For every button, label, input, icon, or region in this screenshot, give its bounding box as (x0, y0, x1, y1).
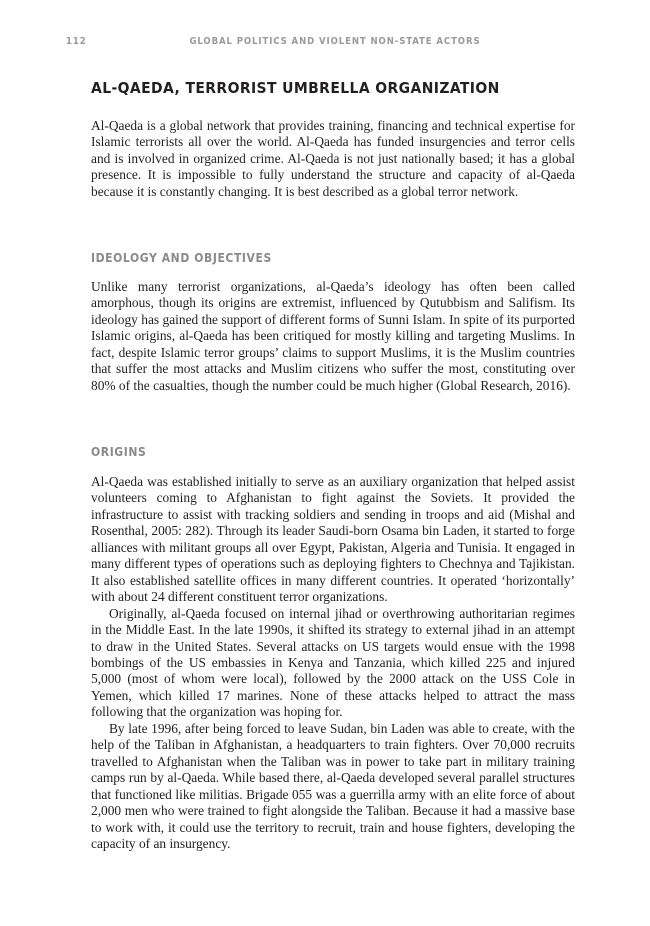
origins-paragraph-1: Al-Qaeda was established initially to serve as an auxiliary organization that helped assist volunteers coming to Afghanistan to fight against the Soviets. It provided the infrastructure to assist with tracking soldiers and sending in troops and aid (Mishal and Rosenthal, 2005: 282). Through its leader Saudi-born Osama bin Laden, it started to forge alliances with militant groups all over Egypt, Pakistan, Algeria and Tunisia. It engaged in many different types of operations such as deploying fighters to Chechnya and Tajikistan. It also established satellite offices in many different countries. It operated ‘horizontally’ with about 24 different constituent terror organizations. (91, 474, 575, 605)
page-number: 112 (66, 36, 87, 47)
running-header (0, 36, 650, 50)
intro-block (91, 118, 575, 200)
ideology-block (91, 279, 575, 394)
running-title: GLOBAL POLITICS AND VIOLENT NON-STATE ACTORS (189, 36, 481, 47)
origins-heading: ORIGINS (91, 445, 147, 459)
origins-paragraph-2: Originally, al-Qaeda focused on internal jihad or overthrowing authoritarian regimes in the Middle East. In the late 1990s, it shifted its strategy to external jihad in an attempt to draw in the United States. Several attacks on US targets would ensue with the 1998 bombings of the US embassies in Kenya and Tanzania, which killed 225 and injured 5,000 (most of whom were local), followed by the 2000 attack on the USS Cole in Yemen, which killed 17 marines. None of these attacks helped to attract the mass following that the organization was hoping for. (91, 605, 575, 720)
origins-block (91, 474, 575, 852)
ideology-paragraph: Unlike many terrorist organizations, al-Qaeda’s ideology has often been called amorphous, though its origins are extremist, influenced by Qutubbism and Salifism. Its ideology has gained the support of different forms of Sunni Islam. In spite of its purported Islamic origins, al-Qaeda has been critiqued for mostly killing and targeting Muslims. In fact, despite Islamic terror groups’ claims to support Muslims, it is the Muslim countries that suffer the most attacks and Muslim citizens who suffer the most, constituting over 80% of the casualties, though the number could be much higher (Global Research, 2016). (91, 279, 575, 393)
section-title: AL-QAEDA, TERRORIST UMBRELLA ORGANIZATION (91, 79, 500, 97)
ideology-heading: IDEOLOGY AND OBJECTIVES (91, 251, 272, 265)
origins-paragraph-3: By late 1996, after being forced to leave Sudan, bin Laden was able to create, with the help of the Taliban in Afghanistan, a headquarters to train fighters. Over 70,000 recruits travelled to Afghanistan when the Taliban was in power to take part in military training camps run by al-Qaeda. While based there, al-Qaeda developed several parallel structures that functioned like militias. Brigade 055 was a guerrilla army with an elite force of about 2,000 men who were trained to fight alongside the Taliban. Because it had a massive base to work with, it could use the territory to recruit, train and house fighters, developing the capacity of an insurgency. (91, 720, 575, 851)
intro-paragraph: Al-Qaeda is a global network that provides training, financing and technical expertise for Islamic terrorists all over the world. Al-Qaeda has funded insurgencies and terror cells and is involved in organized crime. Al-Qaeda is not just nationally based; it has a global presence. It is impossible to fully understand the structure and capacity of al-Qaeda because it is constantly changing. It is best described as a global terror network. (91, 118, 575, 199)
